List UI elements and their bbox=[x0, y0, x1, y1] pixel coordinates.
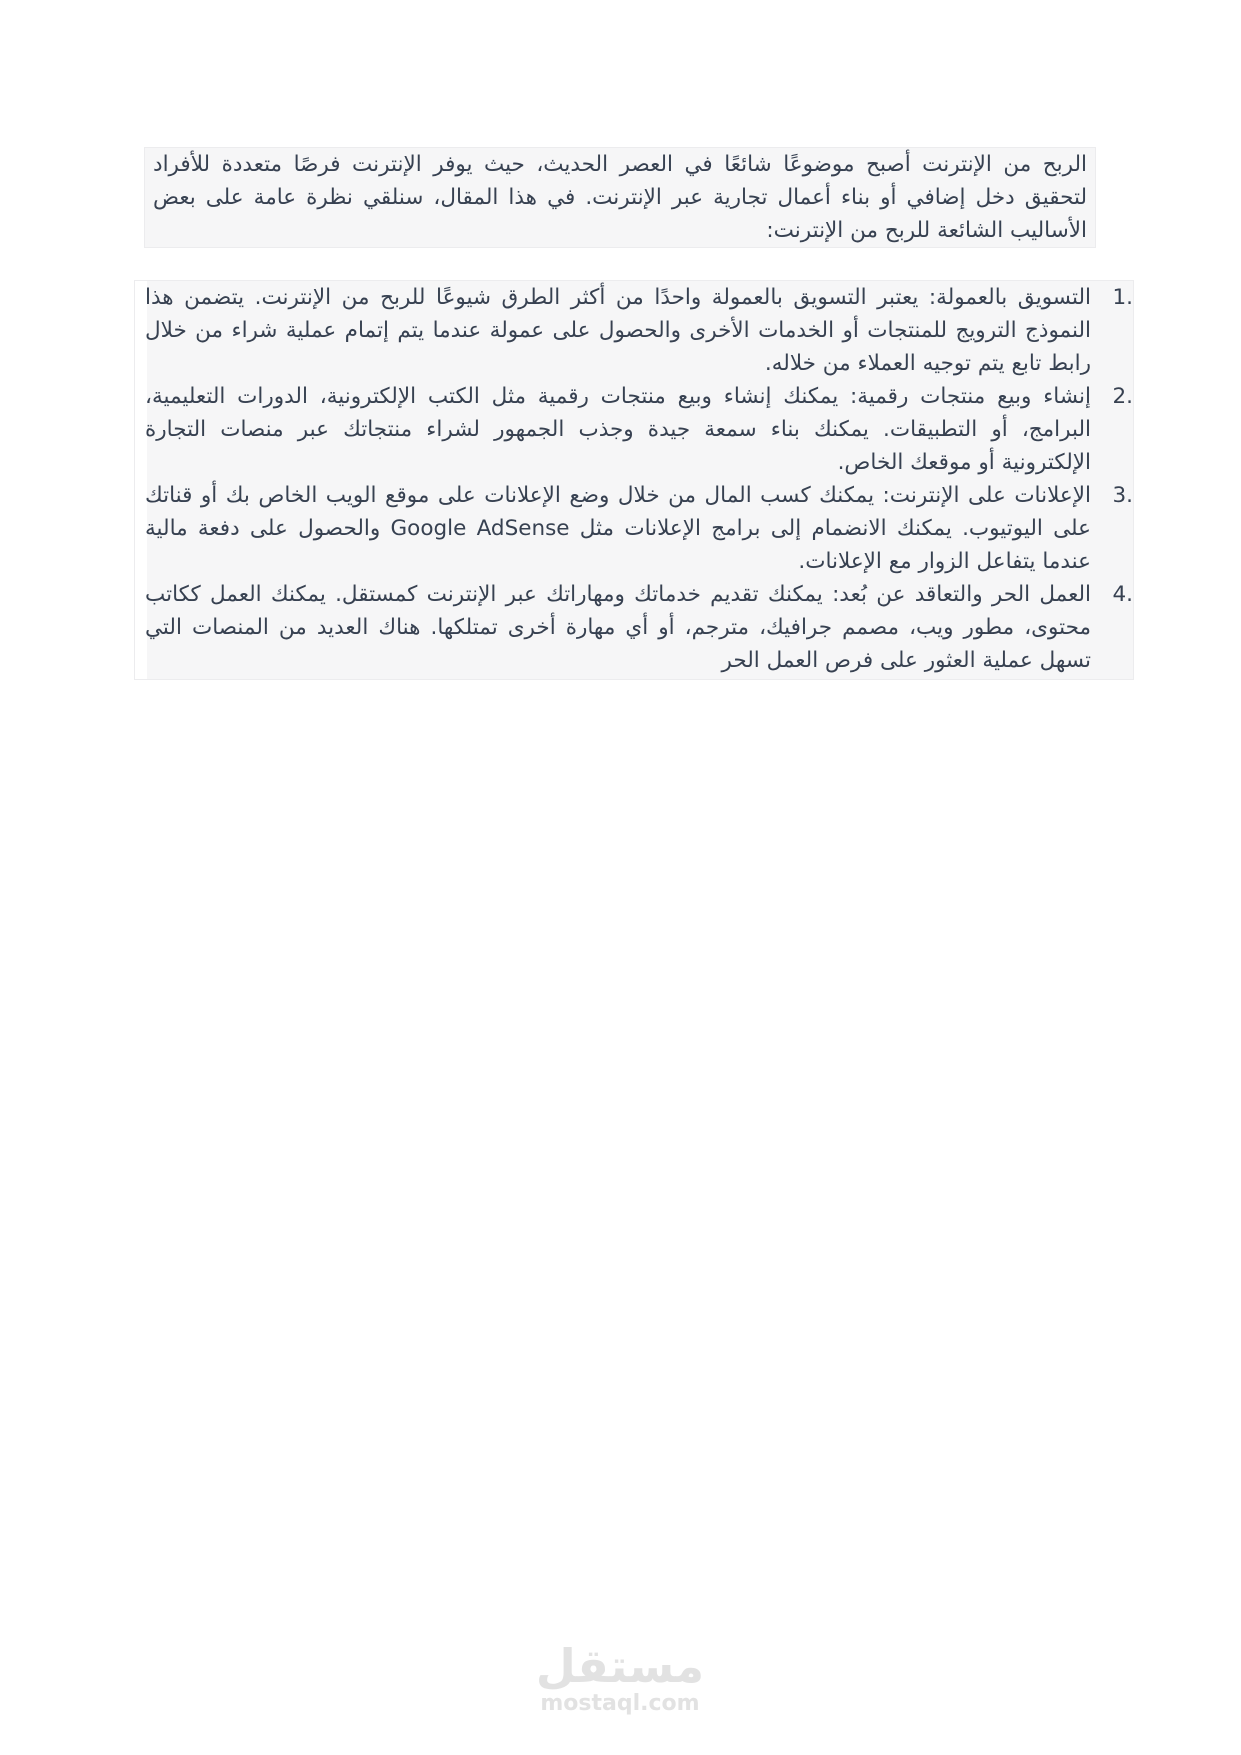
mostaql-watermark bbox=[530, 1640, 710, 1716]
list-item bbox=[135, 479, 1133, 578]
intro-paragraph-box bbox=[144, 147, 1096, 248]
watermark-url: mostaql.com bbox=[540, 1691, 700, 1716]
methods-list-box bbox=[134, 280, 1134, 680]
methods-list bbox=[135, 281, 1133, 677]
list-item-text: العمل الحر والتعاقد عن بُعد: يمكنك تقديم خدماتك ومهاراتك عبر الإنترنت كمستقل. يمكنك العمل ككاتب محتوى، مطور ويب، مصمم جرافيك، مترجم، أو أي مهارة أخرى تمتلكها. هناك العديد من المنصات التي تسهل عملية العثور على فرص العمل الحر bbox=[145, 582, 1091, 673]
list-number: 4. bbox=[1112, 582, 1133, 607]
watermark-arabic-logo: مستقل bbox=[535, 1639, 705, 1693]
list-item-text: إنشاء وبيع منتجات رقمية: يمكنك إنشاء وبيع منتجات رقمية مثل الكتب الإلكترونية، الدورات التعليمية، البرامج، أو التطبيقات. يمكنك بناء سمعة جيدة وجذب الجمهور لشراء منتجاتك عبر منصات التجارة الإلكترونية أو موقعك الخاص. bbox=[145, 384, 1091, 475]
list-item-text-before: الإعلانات على الإنترنت: يمكنك كسب المال من خلال وضع الإعلانات على موقع الويب الخاص بك أو قناتك على اليوتيوب. يمكنك الانضمام إلى برامج الإعلانات مثل bbox=[145, 483, 1091, 541]
list-item bbox=[135, 281, 1133, 380]
list-item-text-after: والحصول على دفعة مالية عندما يتفاعل الزوار مع الإعلانات. bbox=[145, 516, 1091, 574]
list-item-text: التسويق بالعمولة: يعتبر التسويق بالعمولة واحدًا من أكثر الطرق شيوعًا للربح من الإنترنت. يتضمن هذا النموذج الترويج للمنتجات أو الخدمات الأخرى والحصول على عمولة عندما يتم إتمام عملية شراء من خلال رابط تابع يتم توجيه العملاء من خلاله. bbox=[145, 285, 1091, 376]
list-item bbox=[135, 380, 1133, 479]
list-number: 1. bbox=[1112, 285, 1133, 310]
list-number: 2. bbox=[1112, 384, 1133, 409]
list-item bbox=[135, 578, 1133, 677]
intro-paragraph: الربح من الإنترنت أصبح موضوعًا شائعًا في العصر الحديث، حيث يوفر الإنترنت فرصًا متعددة للأفراد لتحقيق دخل إضافي أو بناء أعمال تجارية عبر الإنترنت. في هذا المقال، سنلقي نظرة عامة على بعض الأساليب الشائعة للربح من الإنترنت: bbox=[153, 152, 1087, 243]
list-number: 3. bbox=[1112, 483, 1133, 508]
adsense-name: Google AdSense bbox=[390, 516, 570, 541]
